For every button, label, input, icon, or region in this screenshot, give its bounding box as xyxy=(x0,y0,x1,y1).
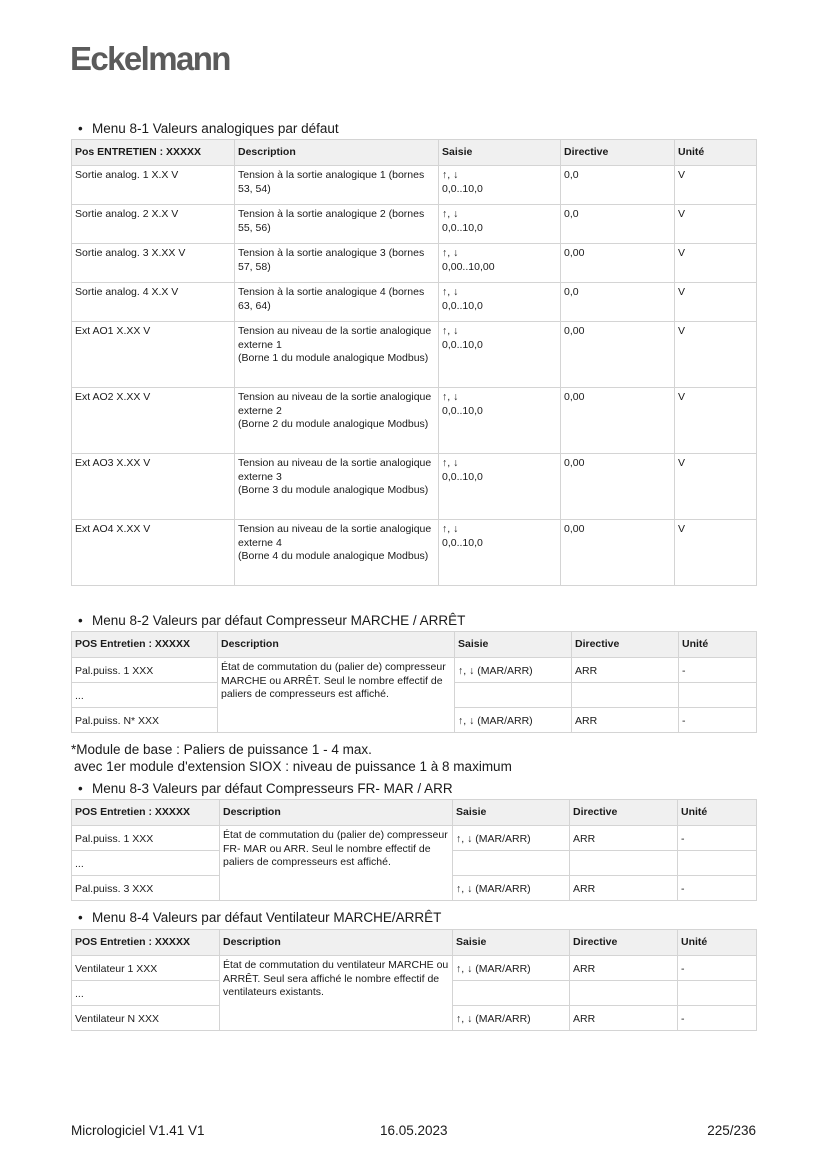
cell-description: Tension à la sortie analogique 3 (bornes 57, 58) xyxy=(235,244,439,283)
saisie-range: 0,0..10,0 xyxy=(442,182,483,195)
header-pos: POS Entretien : XXXXX xyxy=(72,930,220,956)
description-line: (Borne 2 du module analogique Modbus) xyxy=(238,418,429,430)
header-directive: Directive xyxy=(570,930,678,956)
cell-pos: Pal.puiss. 3 XXX xyxy=(72,876,220,901)
table-menu-8-1 xyxy=(71,139,757,586)
table-row xyxy=(72,658,757,683)
cell-unite: - xyxy=(678,956,757,981)
cell-directive: ARR xyxy=(572,708,679,733)
cell-directive: 0,0 xyxy=(561,205,675,244)
header-directive: Directive xyxy=(561,140,675,166)
cell-saisie xyxy=(439,244,561,283)
cell-directive: 0,0 xyxy=(561,166,675,205)
table-header-row xyxy=(72,930,757,956)
header-description: Description xyxy=(220,930,453,956)
cell-saisie xyxy=(439,454,561,520)
cell-directive: 0,00 xyxy=(561,454,675,520)
cell-description: État de commutation du (palier de) compresseur FR- MAR ou ARR. Seul le nombre effectif de paliers de compresseurs est affiché. xyxy=(220,826,453,901)
saisie-range: 0,0..10,0 xyxy=(442,221,483,234)
cell-pos: Ext AO3 X.XX V xyxy=(72,454,235,520)
cell-description: Tension à la sortie analogique 2 (bornes 55, 56) xyxy=(235,205,439,244)
cell-unite xyxy=(679,683,757,708)
header-directive: Directive xyxy=(572,632,679,658)
table-header-row xyxy=(72,140,757,166)
cell-pos: Sortie analog. 2 X.X V xyxy=(72,205,235,244)
cell-saisie: ↑, ↓ (MAR/ARR) xyxy=(453,876,570,901)
cell-description: Tension à la sortie analogique 4 (bornes 63, 64) xyxy=(235,283,439,322)
footnote-base-module: *Module de base : Paliers de puissance 1 - 4 max. xyxy=(71,742,372,757)
description-line: (Borne 4 du module analogique Modbus) xyxy=(238,550,429,562)
section-title-menu-8-1 xyxy=(78,121,339,136)
section-title-text: Menu 8-1 Valeurs analogiques par défaut xyxy=(92,121,339,136)
eckelmann-logo: Eckelmann xyxy=(70,40,230,77)
header-unite: Unité xyxy=(675,140,757,166)
table-menu-8-4 xyxy=(71,929,757,1031)
table-row xyxy=(72,244,757,283)
header-saisie: Saisie xyxy=(453,930,570,956)
cell-unite xyxy=(678,851,757,876)
header-pos: POS Entretien : XXXXX xyxy=(72,800,220,826)
header-description: Description xyxy=(235,140,439,166)
cell-directive: 0,00 xyxy=(561,322,675,388)
table-row xyxy=(72,388,757,454)
table-menu-8-2 xyxy=(71,631,757,733)
cell-directive: 0,00 xyxy=(561,520,675,586)
section-title-text: Menu 8-2 Valeurs par défaut Compresseur MARCHE / ARRÊT xyxy=(92,613,466,628)
bullet-icon: • xyxy=(78,781,83,796)
bullet-icon: • xyxy=(78,910,83,925)
cell-unite: - xyxy=(678,876,757,901)
header-saisie: Saisie xyxy=(455,632,572,658)
cell-pos: Ext AO1 X.XX V xyxy=(72,322,235,388)
header-saisie: Saisie xyxy=(453,800,570,826)
cell-directive: ARR xyxy=(570,956,678,981)
cell-saisie: ↑, ↓ (MAR/ARR) xyxy=(453,956,570,981)
saisie-arrows: ↑, ↓ xyxy=(442,325,459,337)
table-row xyxy=(72,166,757,205)
cell-pos: Sortie analog. 1 X.X V xyxy=(72,166,235,205)
header-description: Description xyxy=(220,800,453,826)
cell-pos: Ventilateur 1 XXX xyxy=(72,956,220,981)
footer-page-number: 225/236 xyxy=(707,1123,756,1138)
header-directive: Directive xyxy=(570,800,678,826)
cell-saisie xyxy=(439,283,561,322)
saisie-arrows: ↑, ↓ xyxy=(442,208,459,220)
cell-pos: Sortie analog. 3 X.XX V xyxy=(72,244,235,283)
table-row xyxy=(72,454,757,520)
header-unite: Unité xyxy=(678,930,757,956)
cell-directive: ARR xyxy=(572,658,679,683)
footnote-extension-module: avec 1er module d'extension SIOX : niveau de puissance 1 à 8 maximum xyxy=(74,759,512,774)
cell-saisie: ↑, ↓ (MAR/ARR) xyxy=(453,826,570,851)
description-line: Tension au niveau de la sortie analogique externe 3 xyxy=(238,457,432,483)
cell-pos: ... xyxy=(72,981,220,1006)
cell-unite: - xyxy=(679,708,757,733)
cell-description xyxy=(235,520,439,586)
cell-unite: V xyxy=(675,388,757,454)
header-pos: Pos ENTRETIEN : XXXXX xyxy=(72,140,235,166)
cell-saisie xyxy=(439,388,561,454)
cell-pos: Ventilateur N XXX xyxy=(72,1006,220,1031)
cell-directive: 0,00 xyxy=(561,388,675,454)
cell-saisie xyxy=(455,683,572,708)
description-line: (Borne 1 du module analogique Modbus) xyxy=(238,352,429,364)
cell-pos: Pal.puiss. 1 XXX xyxy=(72,658,218,683)
cell-unite: V xyxy=(675,166,757,205)
table-row xyxy=(72,956,757,981)
saisie-arrows: ↑, ↓ xyxy=(442,391,459,403)
cell-description: État de commutation du ventilateur MARCHE ou ARRÊT. Seul sera affiché le nombre effectif de ventilateurs existants. xyxy=(220,956,453,1031)
cell-description: État de commutation du (palier de) compresseur MARCHE ou ARRÊT. Seul le nombre effectif de paliers de compresseurs est affiché. xyxy=(218,658,455,733)
cell-saisie xyxy=(439,166,561,205)
section-title-menu-8-3 xyxy=(78,781,453,796)
saisie-range: 0,00..10,00 xyxy=(442,260,495,273)
cell-directive xyxy=(570,981,678,1006)
header-pos: POS Entretien : XXXXX xyxy=(72,632,218,658)
cell-directive: ARR xyxy=(570,826,678,851)
cell-unite: V xyxy=(675,322,757,388)
section-title-text: Menu 8-4 Valeurs par défaut Ventilateur MARCHE/ARRÊT xyxy=(92,910,442,925)
cell-saisie: ↑, ↓ (MAR/ARR) xyxy=(455,708,572,733)
header-unite: Unité xyxy=(678,800,757,826)
cell-saisie: ↑, ↓ (MAR/ARR) xyxy=(453,1006,570,1031)
bullet-icon: • xyxy=(78,613,83,628)
cell-unite: V xyxy=(675,283,757,322)
footer-date: 16.05.2023 xyxy=(380,1123,448,1138)
saisie-range: 0,0..10,0 xyxy=(442,470,483,483)
cell-saisie xyxy=(439,520,561,586)
saisie-range: 0,0..10,0 xyxy=(442,404,483,417)
description-line: (Borne 3 du module analogique Modbus) xyxy=(238,484,429,496)
saisie-arrows: ↑, ↓ xyxy=(442,457,459,469)
cell-saisie xyxy=(453,851,570,876)
cell-unite: V xyxy=(675,244,757,283)
cell-directive: ARR xyxy=(570,1006,678,1031)
saisie-arrows: ↑, ↓ xyxy=(442,247,459,259)
table-row xyxy=(72,826,757,851)
saisie-arrows: ↑, ↓ xyxy=(442,286,459,298)
table-menu-8-3 xyxy=(71,799,757,901)
description-line: Tension au niveau de la sortie analogique externe 4 xyxy=(238,523,432,549)
saisie-arrows: ↑, ↓ xyxy=(442,523,459,535)
cell-pos: Pal.puiss. 1 XXX xyxy=(72,826,220,851)
cell-unite: V xyxy=(675,205,757,244)
cell-unite: - xyxy=(678,826,757,851)
table-row xyxy=(72,322,757,388)
header-unite: Unité xyxy=(679,632,757,658)
cell-description: Tension à la sortie analogique 1 (bornes 53, 54) xyxy=(235,166,439,205)
section-title-text: Menu 8-3 Valeurs par défaut Compresseurs FR- MAR / ARR xyxy=(92,781,453,796)
cell-directive: 0,00 xyxy=(561,244,675,283)
section-title-menu-8-4 xyxy=(78,910,441,925)
table-header-row xyxy=(72,800,757,826)
cell-pos: Sortie analog. 4 X.X V xyxy=(72,283,235,322)
cell-description xyxy=(235,454,439,520)
cell-unite xyxy=(678,981,757,1006)
cell-directive: 0,0 xyxy=(561,283,675,322)
table-row xyxy=(72,283,757,322)
cell-unite: V xyxy=(675,520,757,586)
cell-saisie xyxy=(453,981,570,1006)
saisie-arrows: ↑, ↓ xyxy=(442,169,459,181)
cell-unite: - xyxy=(679,658,757,683)
cell-pos: Ext AO4 X.XX V xyxy=(72,520,235,586)
cell-pos: Ext AO2 X.XX V xyxy=(72,388,235,454)
description-line: Tension au niveau de la sortie analogique externe 2 xyxy=(238,391,432,417)
cell-pos: ... xyxy=(72,683,218,708)
cell-saisie xyxy=(439,205,561,244)
cell-unite: V xyxy=(675,454,757,520)
footer-firmware-version: Micrologiciel V1.41 V1 xyxy=(71,1123,205,1138)
cell-saisie: ↑, ↓ (MAR/ARR) xyxy=(455,658,572,683)
cell-directive xyxy=(570,851,678,876)
header-description: Description xyxy=(218,632,455,658)
saisie-range: 0,0..10,0 xyxy=(442,536,483,549)
table-row xyxy=(72,205,757,244)
cell-directive xyxy=(572,683,679,708)
header-saisie: Saisie xyxy=(439,140,561,166)
cell-directive: ARR xyxy=(570,876,678,901)
cell-description xyxy=(235,388,439,454)
bullet-icon: • xyxy=(78,121,83,136)
cell-description xyxy=(235,322,439,388)
cell-pos: Pal.puiss. N* XXX xyxy=(72,708,218,733)
cell-unite: - xyxy=(678,1006,757,1031)
cell-pos: ... xyxy=(72,851,220,876)
table-header-row xyxy=(72,632,757,658)
section-title-menu-8-2 xyxy=(78,613,465,628)
cell-saisie xyxy=(439,322,561,388)
saisie-range: 0,0..10,0 xyxy=(442,299,483,312)
description-line: Tension au niveau de la sortie analogique externe 1 xyxy=(238,325,432,351)
saisie-range: 0,0..10,0 xyxy=(442,338,483,351)
table-row xyxy=(72,520,757,586)
